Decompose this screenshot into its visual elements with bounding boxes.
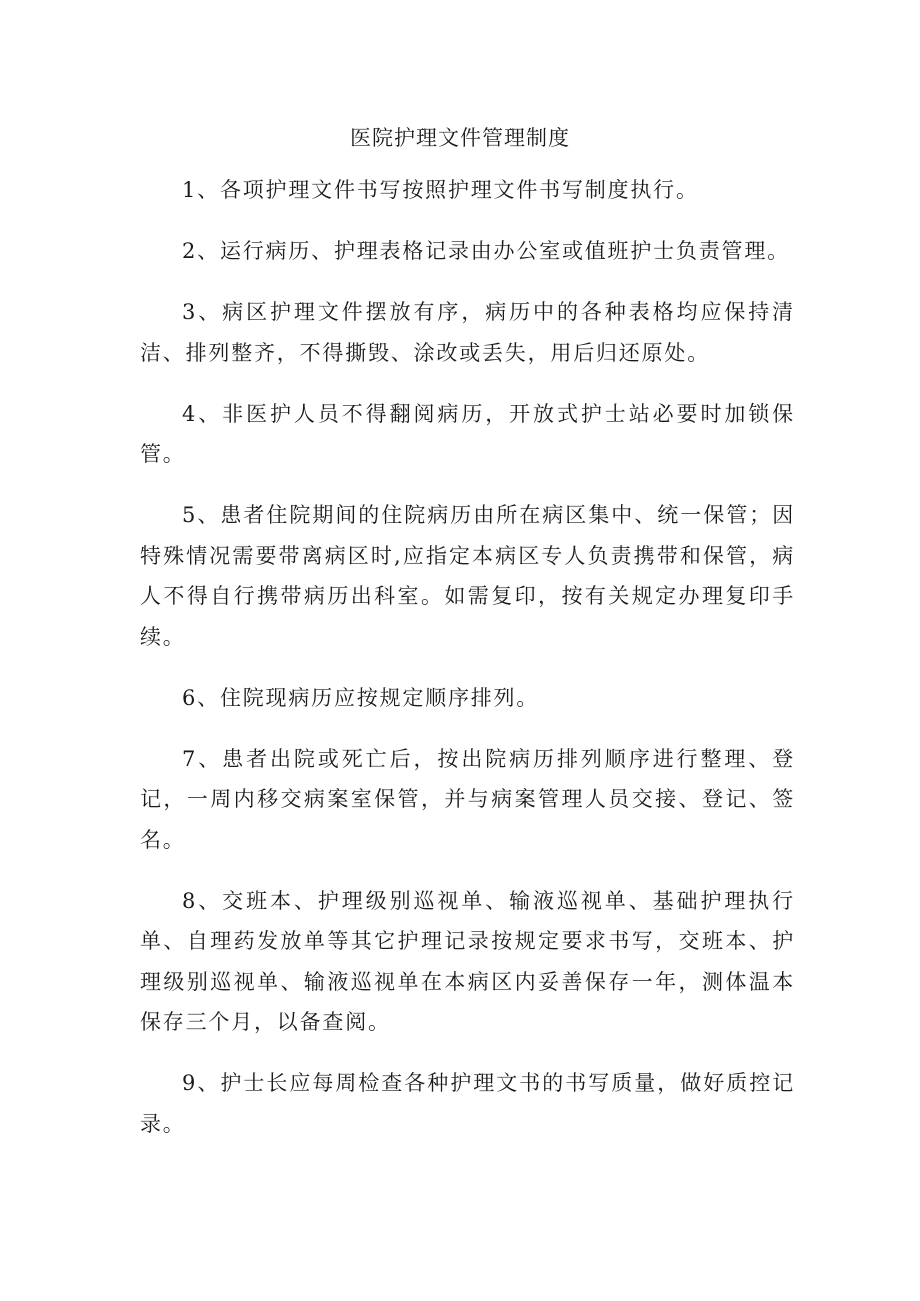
paragraph-8: 8、交班本、护理级别巡视单、输液巡视单、基础护理执行单、自理药发放单等其它护理记录按规定要求书写，交班本、护理级别巡视单、输液巡视单在本病区内妥善保存一年，测体温本保存三个月，以备查阅。: [140, 888, 795, 1034]
paragraph-4: 4、非医护人员不得翻阅病历，开放式护士站必要时加锁保管。: [140, 401, 795, 466]
paragraph-6: 6、住院现病历应按规定顺序排列。: [182, 685, 540, 710]
paragraph-3: 3、病区护理文件摆放有序，病历中的各种表格均应保持清洁、排列整齐，不得撕毁、涂改或丢失，用后归还原处。: [140, 300, 795, 365]
paragraph-2: 2、运行病历、护理表格记录由办公室或值班护士负责管理。: [182, 239, 790, 263]
document-title: 医院护理文件管理制度: [350, 126, 570, 150]
paragraph-9: 9、护士长应每周检查各种护理文书的书写质量，做好质控记录。: [140, 1071, 795, 1136]
paragraph-7: 7、患者出院或死亡后，按出院病历排列顺序进行整理、登记，一周内移交病案室保管，并与病案管理人员交接、登记、签名。: [140, 746, 795, 852]
document-body: [140, 170, 795, 1165]
paragraph-5: 5、患者住院期间的住院病历由所在病区集中、统一保管；因特殊情况需要带离病区时,应指定本病区专人负责携带和保管，病人不得自行携带病历出科室。如需复印，按有关规定办理复印手续。: [140, 503, 795, 649]
paragraph-1: 1、各项护理文件书写按照护理文件书写制度执行。: [182, 178, 699, 202]
